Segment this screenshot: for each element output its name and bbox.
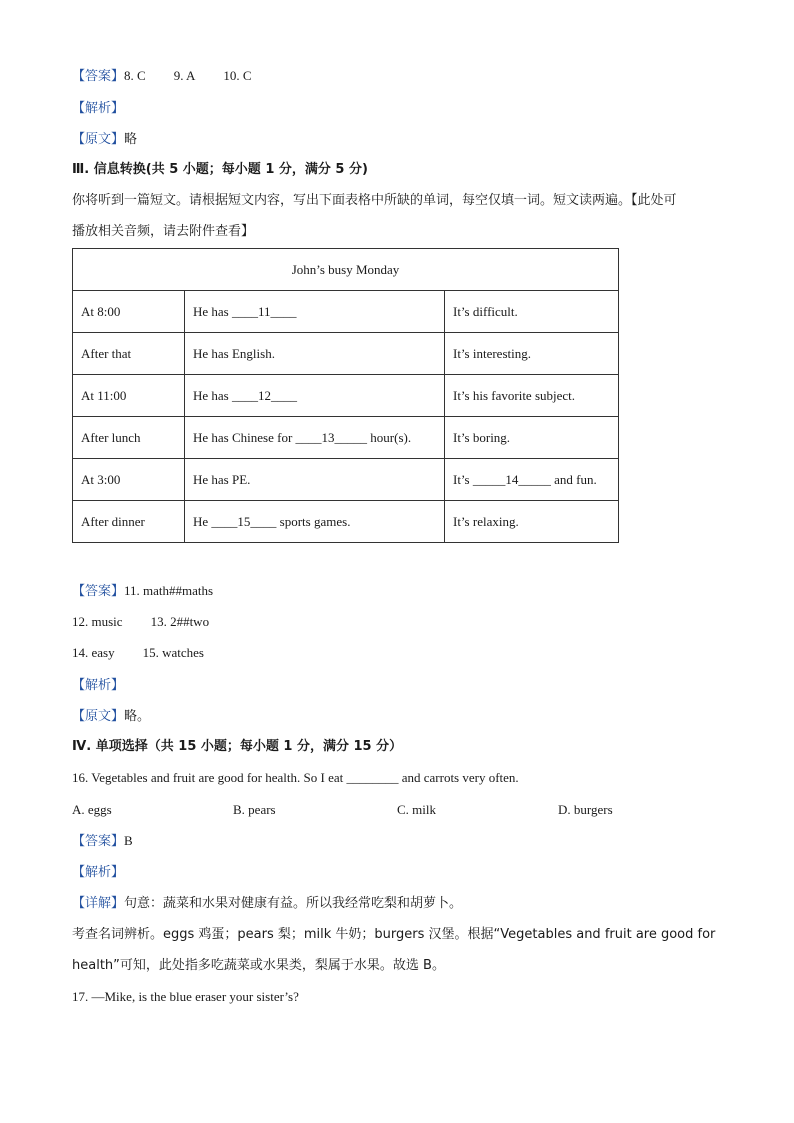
blank-12: ____12____: [232, 387, 297, 403]
original-line-2: [72, 708, 150, 725]
blank-14: _____14_____: [472, 471, 551, 487]
row-time: At 3:00: [73, 459, 185, 501]
original-text-2: 略。: [124, 709, 151, 724]
row-activity: [185, 291, 445, 333]
original-tag: 【原文】: [72, 709, 125, 724]
explanation-line-1: 考查名词辨析。eggs 鸡蛋；pears 梨；milk 牛奶；burgers 汉堡。根据“Vegetables and fruit are good for: [72, 927, 716, 942]
row-comment: [445, 459, 619, 501]
question-16-stem: 16. Vegetables and fruit are good for health. So I eat ________ and carrots very often.: [72, 770, 519, 785]
activity-text: He has: [193, 387, 232, 403]
blank-13: ____13_____: [295, 429, 368, 445]
answer-10: 10. C: [223, 68, 252, 83]
row-comment: It’s interesting.: [445, 333, 619, 375]
row-comment: It’s his favorite subject.: [445, 375, 619, 417]
q16-option-d: D. burgers: [558, 802, 613, 817]
answer-line-11: [72, 583, 213, 600]
original-tag: 【原文】: [72, 132, 125, 147]
answer-11: 11. math##maths: [124, 583, 214, 598]
activity-text-after: hour(s).: [367, 429, 412, 445]
detail-text-16: 句意：蔬菜和水果对健康有益。所以我经常吃梨和胡萝卜。: [124, 896, 463, 911]
q16-option-c: C. milk: [397, 802, 437, 817]
detail-tag: 【详解】: [72, 896, 125, 911]
analysis-line-1: [72, 100, 124, 117]
analysis-line-2: [72, 677, 124, 694]
answer-14: 14. easy: [72, 645, 115, 660]
row-activity: [185, 501, 445, 543]
table-row: [73, 375, 619, 417]
comment-text-after: and fun.: [550, 471, 597, 487]
row-activity: [185, 417, 445, 459]
row-activity: He has English.: [185, 333, 445, 375]
q16-option-a: A. eggs: [72, 802, 112, 817]
original-text-1: 略: [124, 132, 138, 147]
row-time: After lunch: [73, 417, 185, 459]
activity-text: He has: [193, 303, 232, 319]
answer-line-12-13: [72, 614, 209, 630]
blank-15: ____15____: [211, 513, 277, 529]
analysis-tag: 【解析】: [72, 101, 125, 116]
answer-tag: 【答案】: [72, 584, 125, 599]
row-comment: It’s difficult.: [445, 291, 619, 333]
answer-16: B: [124, 833, 133, 848]
activity-text: He: [193, 513, 212, 529]
table-title-row: [73, 249, 619, 291]
detail-line-16: [72, 895, 462, 912]
answer-13: 13. 2##two: [150, 614, 210, 629]
section-3-title: Ⅲ. 信息转换(共 5 小题；每小题 1 分，满分 5 分): [72, 162, 368, 177]
answer-15: 15. watches: [142, 645, 204, 660]
row-time: At 11:00: [73, 375, 185, 417]
section-4-title: Ⅳ. 单项选择（共 15 小题；每小题 1 分，满分 15 分）: [72, 739, 403, 754]
analysis-tag: 【解析】: [72, 865, 125, 880]
answer-line-8-10: [72, 68, 252, 85]
row-activity: [185, 375, 445, 417]
analysis-tag: 【解析】: [72, 678, 125, 693]
activity-text-after: sports games.: [276, 513, 351, 529]
row-time: At 8:00: [73, 291, 185, 333]
table-row: [73, 333, 619, 375]
row-time: After dinner: [73, 501, 185, 543]
q16-option-b: B. pears: [233, 802, 276, 817]
original-line-1: [72, 131, 137, 148]
blank-11: ____11____: [232, 303, 297, 319]
table-title: John’s busy Monday: [73, 249, 619, 291]
activity-text: He has Chinese for: [193, 429, 296, 445]
row-activity: He has PE.: [185, 459, 445, 501]
answer-9: 9. A: [173, 68, 196, 83]
table-row: [73, 459, 619, 501]
answer-line-14-15: [72, 645, 204, 661]
answer-tag: 【答案】: [72, 834, 125, 849]
row-comment: It’s relaxing.: [445, 501, 619, 543]
answer-12: 12. music: [72, 614, 123, 629]
section-3-instruction-2: 播放相关音频，请去附件查看】: [72, 224, 255, 239]
explanation-line-2: health”可知，此处指多吃蔬菜或水果类，梨属于水果。故选 B。: [72, 958, 445, 973]
table-row: [73, 417, 619, 459]
analysis-line-3: [72, 864, 124, 881]
section-3-instruction-1: 你将听到一篇短文。请根据短文内容，写出下面表格中所缺的单词，每空仅填一词。短文读两遍。【此处可: [72, 193, 677, 208]
row-comment: It’s boring.: [445, 417, 619, 459]
answer-8: 8. C: [124, 68, 146, 83]
comment-text: It’s: [453, 471, 473, 487]
row-time: After that: [73, 333, 185, 375]
answer-tag: 【答案】: [72, 69, 125, 84]
table-row: [73, 501, 619, 543]
info-table: [72, 248, 619, 543]
question-17-stem: 17. —Mike, is the blue eraser your sister’s?: [72, 989, 299, 1004]
table-row: [73, 291, 619, 333]
answer-line-16: [72, 833, 133, 850]
